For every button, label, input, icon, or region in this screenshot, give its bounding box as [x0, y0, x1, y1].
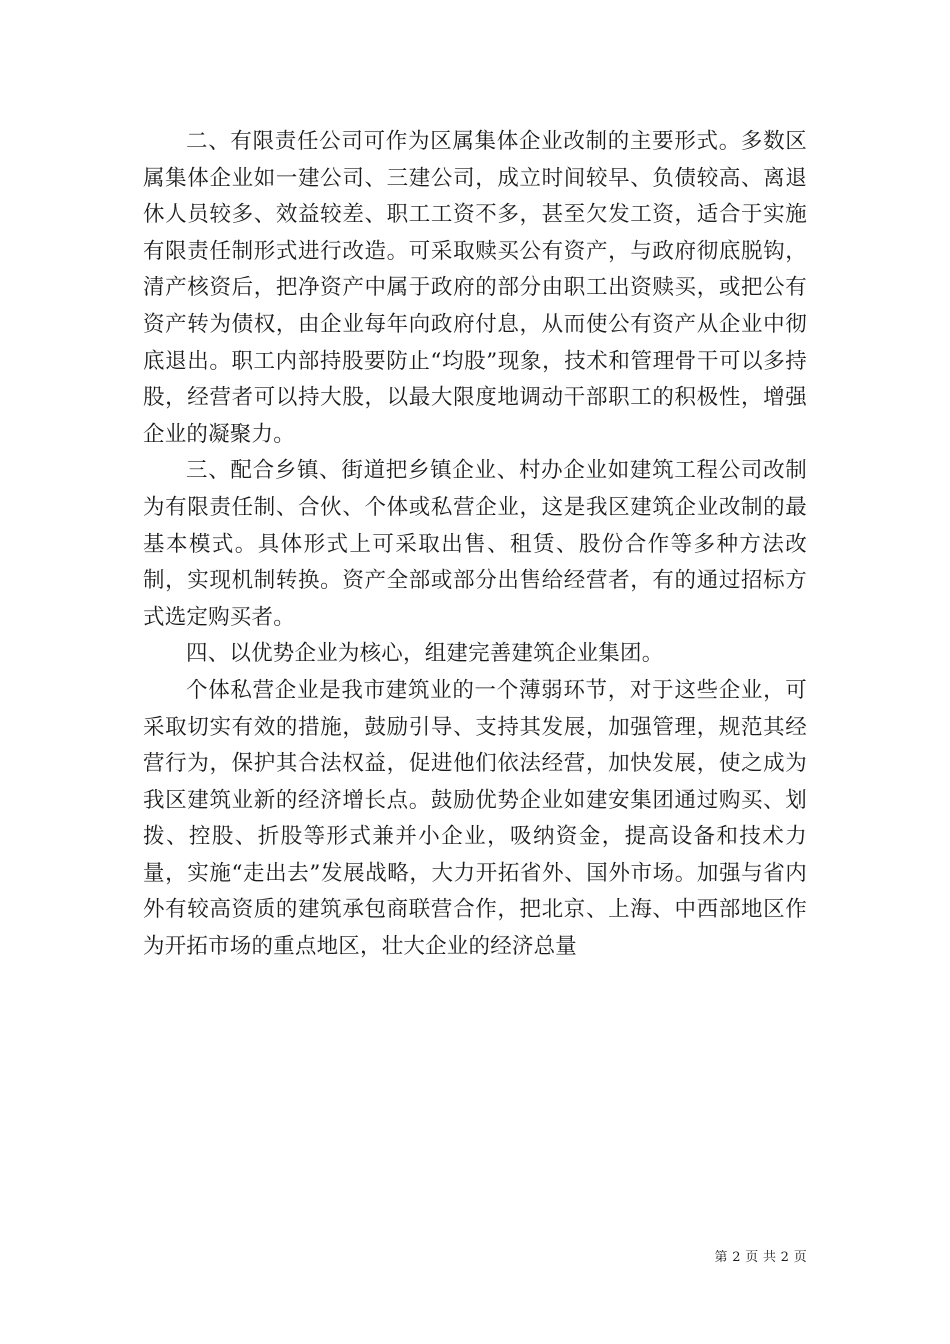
- paragraph-limited-liability: 二、有限责任公司可作为区属集体企业改制的主要形式。多数区属集体企业如一建公司、三建公司，成立时间较早、负债较高、离退休人员较多、效益较差、职工工资不多，甚至欠发工资，适合于实施有限责任制形式进行改造。可采取赎买公有资产，与政府彻底脱钩，清产核资后，把净资产中属于政府的部分由职工出资赎买，或把公有资产转为债权，由企业每年向政府付息，从而使公有资产从企业中彻底退出。职工内部持股要防止“均股”现象，技术和管理骨干可以多持股，经营者可以持大股，以最大限度地调动干部职工的积极性，增强企业的凝聚力。: [143, 129, 807, 447]
- paragraph-township-enterprises: 三、配合乡镇、街道把乡镇企业、村办企业如建筑工程公司改制为有限责任制、合伙、个体或私营企业，这是我区建筑企业改制的最基本模式。具体形式上可采取出售、租赁、股份合作等多种方法改制，实现机制转换。资产全部或部分出售给经营者，有的通过招标方式选定购买者。: [143, 458, 807, 630]
- paragraph-private-enterprises: 个体私营企业是我市建筑业的一个薄弱环节，对于这些企业，可采取切实有效的措施，鼓励引导、支持其发展，加强管理，规范其经营行为，保护其合法权益，促进他们依法经营，加快发展，使之成为我区建筑业新的经济增长点。鼓励优势企业如建安集团通过购买、划拨、控股、折股等形式兼并小企业，吸纳资金，提高设备和技术力量，实施“走出去”发展战略，大力开拓省外、国外市场。加强与省内外有较高资质的建筑承包商联营合作，把北京、上海、中西部地区作为开拓市场的重点地区，壮大企业的经济总量: [143, 677, 807, 960]
- paragraph-enterprise-group: 四、以优势企业为核心，组建完善建筑企业集团。: [186, 641, 664, 667]
- page-number-footer: 第 2 页 共 2 页: [714, 1250, 807, 1265]
- document-body: [143, 124, 807, 966]
